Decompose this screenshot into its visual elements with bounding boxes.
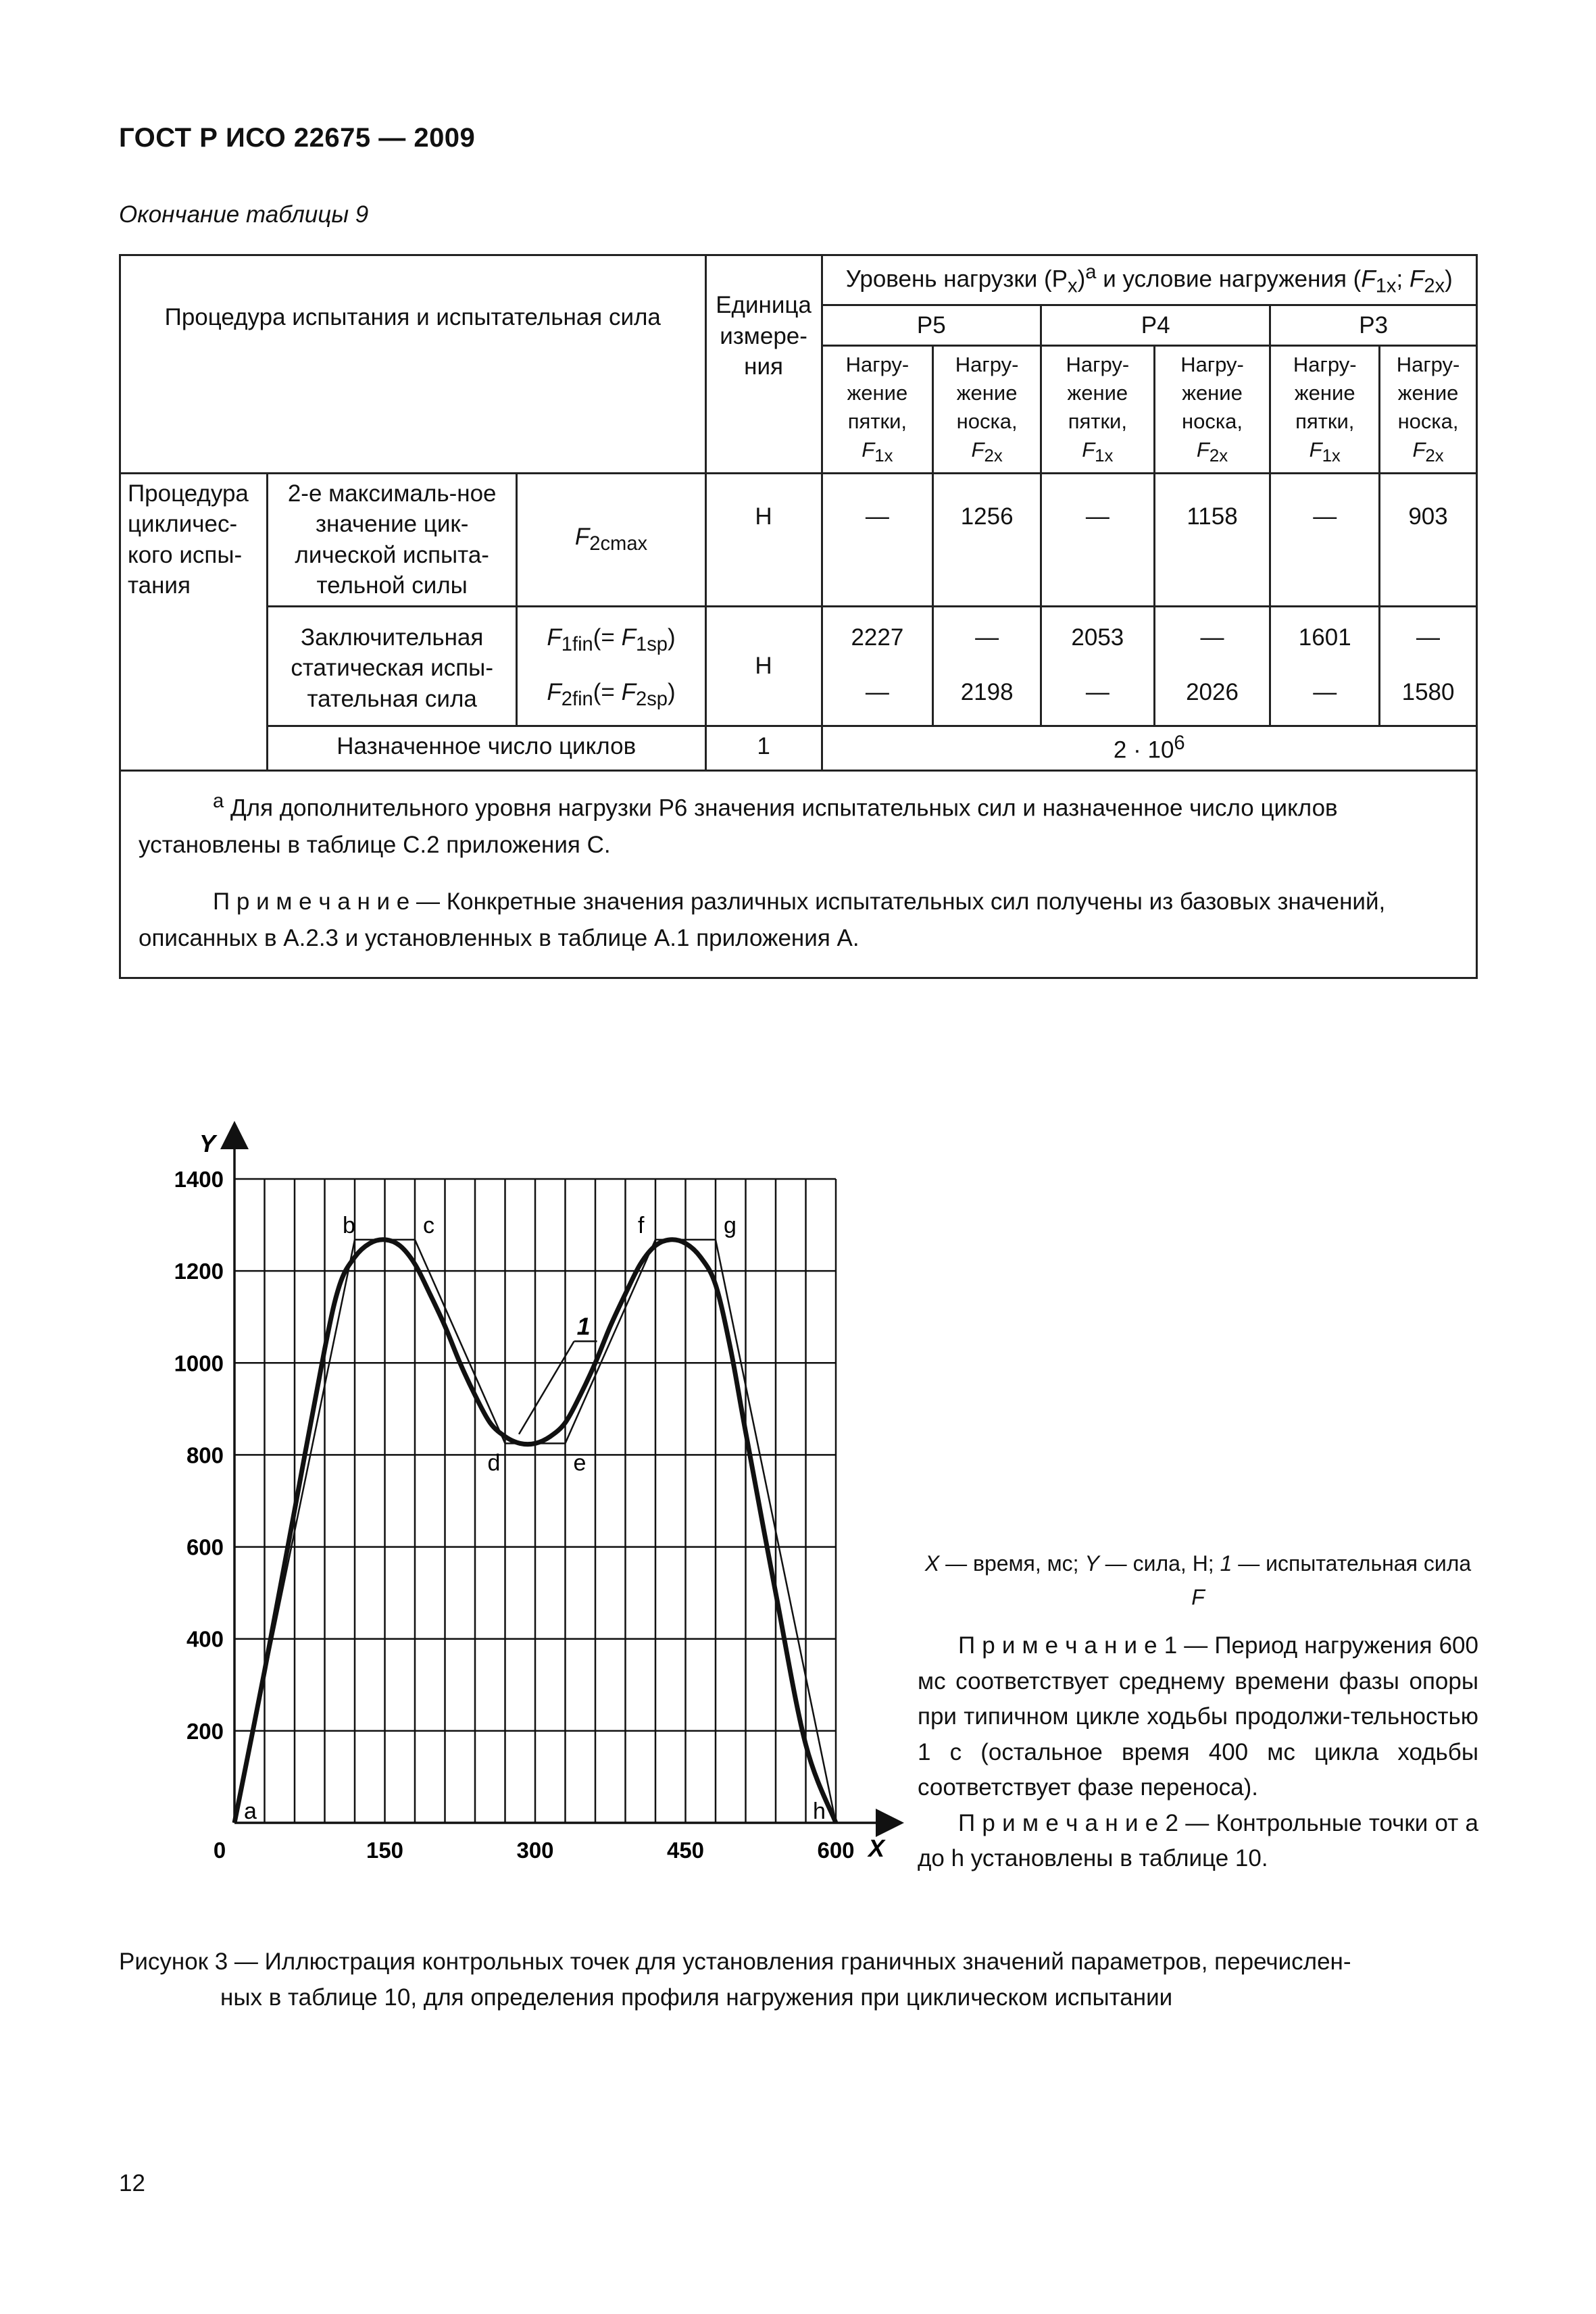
control-point-d: d	[487, 1450, 501, 1476]
y-tick-label: 1400	[174, 1167, 224, 1192]
figure-note-2	[918, 1806, 1478, 1877]
row1-value: —	[822, 473, 933, 606]
x-tick-label: 600	[817, 1838, 855, 1863]
chart-axes	[199, 1130, 890, 1862]
note-label: П р и м е ч а н и е	[213, 888, 410, 915]
r1-sym: F	[574, 524, 590, 551]
control-point-e: e	[573, 1450, 587, 1476]
row2b-value: —	[1041, 662, 1155, 726]
legend-one-text: — испытательная сила	[1232, 1551, 1472, 1576]
figure-note-1	[918, 1628, 1478, 1806]
row2a-value: —	[1154, 606, 1270, 661]
legend-one-sym: 1	[1220, 1551, 1232, 1576]
row3-label: Назначенное число циклов	[267, 726, 705, 770]
row1-value: 1158	[1154, 473, 1270, 606]
control-point-f: f	[638, 1212, 645, 1238]
r2b-sub2: 2sp	[635, 688, 668, 710]
f2-symbol: F	[1409, 266, 1424, 293]
figure-legend	[918, 1547, 1478, 1614]
row1-label: 2-е максималь-ное значение цик-лической испыта-тельной силы	[267, 473, 517, 606]
r2a-mid: (=	[593, 624, 622, 651]
row2-label: Заключительная статическая испы-тательная сила	[267, 606, 517, 726]
toe-label: Нагру-жение носка,	[955, 353, 1019, 433]
r2a-sub2: 1sp	[635, 633, 668, 655]
r3-sup: 6	[1174, 732, 1185, 754]
level-p4: P4	[1041, 305, 1270, 346]
heel-sym: F	[1082, 437, 1095, 461]
row2b-value: —	[822, 662, 933, 726]
y-tick-label: 800	[186, 1442, 224, 1468]
header-procedure: Процедура испытания и испытательная сила	[120, 255, 706, 474]
r3-value-text: 2 · 10	[1113, 736, 1174, 763]
load-level-sup: a	[1085, 261, 1097, 283]
r2b-mid: (=	[593, 678, 622, 705]
heel-sub: 1x	[1322, 446, 1341, 466]
r1-sub: 2cmax	[589, 533, 648, 555]
figure-notes	[918, 1628, 1478, 1877]
figure-label: Рисунок 3 —	[119, 1948, 258, 1975]
note2-text: — Контрольные точки от а до h установлены в таблице 10.	[918, 1809, 1478, 1871]
note1-label: П р и м е ч а н и е 1	[958, 1632, 1178, 1659]
header-unit: Единица измере-ния	[705, 255, 822, 474]
row3-unit: 1	[705, 726, 822, 770]
curve-label: 1	[576, 1312, 591, 1340]
chart-grid	[234, 1179, 836, 1823]
row2b-value: 1580	[1380, 662, 1477, 726]
close-paren: )	[1445, 266, 1453, 293]
toe-label: Нагру-жение носка,	[1180, 353, 1244, 433]
heel-label: Нагру-жение пятки,	[1293, 353, 1357, 433]
header-load-level: Уровень нагрузки $(P_x)^a$ и условие нагружения ($F_{1x}$; $F_{2x}$)	[822, 255, 1476, 305]
toe-sym: F	[971, 437, 984, 461]
row2a-value: —	[1380, 606, 1477, 661]
heel-sym: F	[1309, 437, 1322, 461]
document-title: ГОСТ Р ИСО 22675 — 2009	[119, 123, 476, 153]
sep: ;	[1396, 266, 1410, 293]
toe-label: Нагру-жение носка,	[1396, 353, 1460, 433]
heel-sub: 1x	[1095, 446, 1114, 466]
legend-y-text: — сила, Н;	[1099, 1551, 1220, 1576]
control-point-c: c	[423, 1212, 434, 1238]
r2b-end: )	[668, 678, 676, 705]
legend-x-sym: X	[924, 1551, 940, 1576]
row2-unit: Н	[705, 606, 822, 726]
row2a-value: 2053	[1041, 606, 1155, 661]
row2b-value: —	[1270, 662, 1380, 726]
control-point-b: b	[343, 1212, 355, 1238]
x-axis-label: X	[868, 1834, 885, 1862]
f1-symbol: F	[1361, 266, 1376, 293]
toe-sub: 2x	[1425, 446, 1444, 466]
row1-value: —	[1041, 473, 1155, 606]
y-tick-label: 1000	[174, 1351, 224, 1376]
r2b-sub: 2fin	[561, 688, 593, 710]
level-p3: P3	[1270, 305, 1477, 346]
control-point-a: a	[244, 1799, 257, 1824]
row1-value: —	[1270, 473, 1380, 606]
row2b-value: 2198	[933, 662, 1041, 726]
row-group-cyclic: Процедура цикличес-кого испы-тания	[120, 473, 268, 770]
table-caption: Окончание таблицы 9	[119, 201, 369, 228]
y-axis-label: Y	[199, 1130, 216, 1157]
x-tick-label: 0	[213, 1838, 226, 1863]
load-level-sub: x	[1068, 275, 1078, 297]
level-p5: P5	[822, 305, 1041, 346]
note-text: — Конкретные значения различных испытательных сил получены из базовых значений, описанных в А.2.3 и установленных в таблице А.1 приложения А.	[139, 888, 1386, 952]
toe-sym: F	[1196, 437, 1210, 461]
load-level-prefix: Уровень нагрузки (P	[845, 266, 1068, 293]
r2a-sub: 1fin	[561, 633, 593, 655]
y-tick-label: 1200	[174, 1259, 224, 1284]
r2a-end: )	[668, 624, 676, 651]
note1-text: — Период нагружения 600 мс соответствует среднему времени фазы опоры при типичном цикле ходьбы продолжи-тельностью 1 с (остальное время 400 мс цикла ходьбы соответствует фазе переноса).	[918, 1632, 1478, 1801]
y-tick-label: 600	[186, 1534, 224, 1560]
legend-f-sym: F	[1191, 1584, 1205, 1609]
row1-value: 903	[1380, 473, 1477, 606]
footnote-mark: a	[213, 790, 224, 812]
f2-sub: 2x	[1424, 275, 1445, 297]
load-level-mid: и условие нагружения (	[1096, 266, 1362, 293]
x-tick-label: 300	[516, 1838, 554, 1863]
row1-value: 1256	[933, 473, 1041, 606]
toe-sub: 2x	[1209, 446, 1228, 466]
r2a-sym2: F	[621, 624, 636, 651]
note2-label: П р и м е ч а н и е 2	[958, 1809, 1178, 1836]
heel-label: Нагру-жение пятки,	[1066, 353, 1130, 433]
row1-unit: Н	[705, 473, 822, 606]
r2b-sym2: F	[621, 678, 636, 705]
f1-sub: 1x	[1375, 275, 1397, 297]
heel-label: Нагру-жение пятки,	[845, 353, 909, 433]
figure-caption-line1: Иллюстрация контрольных точек для установления граничных значений параметров, перечислен-	[257, 1948, 1351, 1975]
heel-sym: F	[862, 437, 875, 461]
legend-x-text: — время, мс;	[939, 1551, 1085, 1576]
x-tick-label: 450	[666, 1838, 705, 1863]
r2b-sym: F	[547, 678, 562, 705]
r2a-sym: F	[547, 624, 562, 651]
heel-sub: 1x	[874, 446, 893, 466]
page-number: 12	[119, 2170, 145, 2196]
figure-caption	[119, 1944, 1478, 2015]
row2b-value: 2026	[1154, 662, 1270, 726]
y-tick-label: 200	[186, 1718, 224, 1744]
row2a-value: 1601	[1270, 606, 1380, 661]
figure-caption-line2: ных в таблице 10, для определения профиля нагружения при циклическом испытании	[220, 1984, 1173, 2011]
x-tick-label: 150	[366, 1838, 404, 1863]
y-tick-label: 400	[186, 1626, 224, 1652]
legend-y-sym: Y	[1084, 1551, 1099, 1576]
toe-sym: F	[1412, 437, 1426, 461]
toe-sub: 2x	[984, 446, 1003, 466]
footnote-text: Для дополнительного уровня нагрузки Р6 значения испытательных сил и назначенное число циклов установлены в таблице С.2 приложения С.	[139, 795, 1338, 858]
row2a-value: 2227	[822, 606, 933, 661]
control-point-g: g	[724, 1212, 737, 1238]
control-point-h: h	[813, 1799, 826, 1824]
row2a-value: —	[933, 606, 1041, 661]
